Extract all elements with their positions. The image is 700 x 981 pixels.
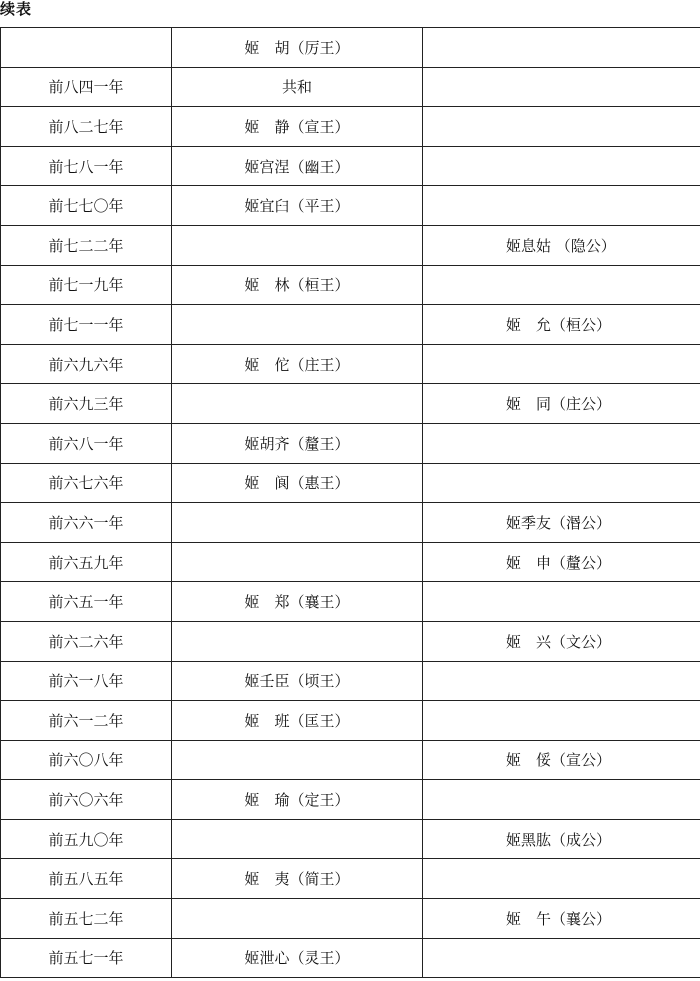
- year-cell: 前五七二年: [1, 899, 172, 939]
- lu-ruler-cell: [423, 265, 700, 305]
- zhou-ruler-cell: 姬泄心（灵王）: [172, 938, 423, 978]
- zhou-ruler-cell: 姬胡齐（釐王）: [172, 423, 423, 463]
- chronology-table: [0, 27, 700, 978]
- zhou-ruler-cell: [172, 899, 423, 939]
- zhou-ruler-cell: [172, 819, 423, 859]
- year-cell: 前六〇八年: [1, 740, 172, 780]
- lu-ruler-cell: [423, 107, 700, 147]
- lu-ruler-cell: 姬 俀（宣公）: [423, 740, 700, 780]
- zhou-ruler-cell: 姬 阆（惠王）: [172, 463, 423, 503]
- lu-ruler-cell: 姬 兴（文公）: [423, 621, 700, 661]
- year-cell: 前五七一年: [1, 938, 172, 978]
- lu-ruler-cell: [423, 582, 700, 622]
- year-cell: 前六五九年: [1, 542, 172, 582]
- year-cell: 前七一九年: [1, 265, 172, 305]
- table-row: [1, 582, 700, 622]
- table-row: [1, 28, 700, 68]
- zhou-ruler-cell: 姬 林（桓王）: [172, 265, 423, 305]
- table-row: [1, 225, 700, 265]
- table-row: [1, 186, 700, 226]
- lu-ruler-cell: [423, 186, 700, 226]
- table-row: [1, 780, 700, 820]
- table-row: [1, 503, 700, 543]
- zhou-ruler-cell: 姬 班（匡王）: [172, 701, 423, 741]
- year-cell: 前五九〇年: [1, 819, 172, 859]
- zhou-ruler-cell: [172, 503, 423, 543]
- zhou-ruler-cell: 姬 夷（简王）: [172, 859, 423, 899]
- lu-ruler-cell: 姬息姑 （隐公）: [423, 225, 700, 265]
- year-cell: 前六〇六年: [1, 780, 172, 820]
- zhou-ruler-cell: 姬宫涅（幽王）: [172, 146, 423, 186]
- table-row: [1, 146, 700, 186]
- zhou-ruler-cell: 姬宜臼（平王）: [172, 186, 423, 226]
- lu-ruler-cell: 姬 午（襄公）: [423, 899, 700, 939]
- zhou-ruler-cell: [172, 740, 423, 780]
- table-row: [1, 305, 700, 345]
- table-row: [1, 423, 700, 463]
- lu-ruler-cell: [423, 661, 700, 701]
- year-cell: 前六二六年: [1, 621, 172, 661]
- table-row: [1, 701, 700, 741]
- lu-ruler-cell: [423, 423, 700, 463]
- zhou-ruler-cell: 姬 胡（厉王）: [172, 28, 423, 68]
- zhou-ruler-cell: [172, 225, 423, 265]
- lu-ruler-cell: [423, 28, 700, 68]
- zhou-ruler-cell: 姬 静（宣王）: [172, 107, 423, 147]
- table-row: [1, 344, 700, 384]
- table-caption: 续表: [0, 0, 33, 18]
- year-cell: 前六一二年: [1, 701, 172, 741]
- lu-ruler-cell: 姬黑肱（成公）: [423, 819, 700, 859]
- year-cell: 前六八一年: [1, 423, 172, 463]
- lu-ruler-cell: 姬 允（桓公）: [423, 305, 700, 345]
- table-row: [1, 542, 700, 582]
- lu-ruler-cell: [423, 344, 700, 384]
- lu-ruler-cell: [423, 859, 700, 899]
- table-row: [1, 819, 700, 859]
- year-cell: 前八二七年: [1, 107, 172, 147]
- table-row: [1, 859, 700, 899]
- year-cell: 前六六一年: [1, 503, 172, 543]
- year-cell: 前七八一年: [1, 146, 172, 186]
- table-row: [1, 107, 700, 147]
- year-cell: 前七二二年: [1, 225, 172, 265]
- lu-ruler-cell: [423, 463, 700, 503]
- year-cell: 前七一一年: [1, 305, 172, 345]
- table-row: [1, 384, 700, 424]
- year-cell: 前八四一年: [1, 67, 172, 107]
- zhou-ruler-cell: 姬壬臣（顷王）: [172, 661, 423, 701]
- zhou-ruler-cell: [172, 621, 423, 661]
- lu-ruler-cell: [423, 938, 700, 978]
- zhou-ruler-cell: 姬 佗（庄王）: [172, 344, 423, 384]
- zhou-ruler-cell: [172, 384, 423, 424]
- table-row: [1, 661, 700, 701]
- zhou-ruler-cell: 姬 瑜（定王）: [172, 780, 423, 820]
- lu-ruler-cell: [423, 146, 700, 186]
- table-row: [1, 265, 700, 305]
- table-row: [1, 899, 700, 939]
- lu-ruler-cell: 姬 同（庄公）: [423, 384, 700, 424]
- year-cell: [1, 28, 172, 68]
- zhou-ruler-cell: 共和: [172, 67, 423, 107]
- year-cell: 前六五一年: [1, 582, 172, 622]
- lu-ruler-cell: [423, 67, 700, 107]
- year-cell: 前六九六年: [1, 344, 172, 384]
- zhou-ruler-cell: [172, 305, 423, 345]
- lu-ruler-cell: [423, 701, 700, 741]
- table-row: [1, 740, 700, 780]
- zhou-ruler-cell: [172, 542, 423, 582]
- table-row: [1, 621, 700, 661]
- year-cell: 前七七〇年: [1, 186, 172, 226]
- year-cell: 前六九三年: [1, 384, 172, 424]
- lu-ruler-cell: [423, 780, 700, 820]
- table-row: [1, 938, 700, 978]
- zhou-ruler-cell: 姬 郑（襄王）: [172, 582, 423, 622]
- table-row: [1, 463, 700, 503]
- year-cell: 前五八五年: [1, 859, 172, 899]
- lu-ruler-cell: 姬季友（湣公）: [423, 503, 700, 543]
- year-cell: 前六七六年: [1, 463, 172, 503]
- year-cell: 前六一八年: [1, 661, 172, 701]
- lu-ruler-cell: 姬 申（釐公）: [423, 542, 700, 582]
- table-row: [1, 67, 700, 107]
